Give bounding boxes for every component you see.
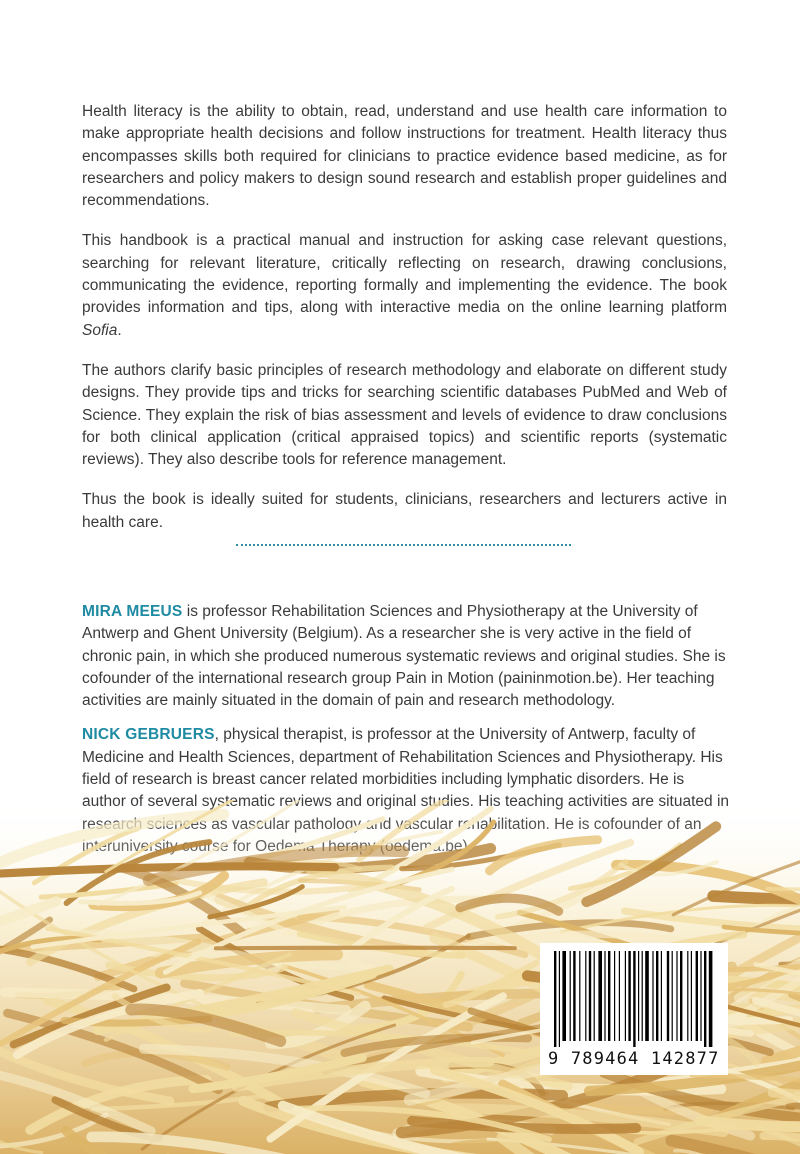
author-name-1: MIRA MEEUS xyxy=(82,603,183,620)
blurb-paragraph-2 xyxy=(82,230,727,341)
blurb-paragraph-1: Health literacy is the ability to obtain, read, understand and use health care information to make appropriate health decisions and follow instructions for treatment. Health literacy thus encompasses skills both required for clinicians to practice evidence based medicine, as for researchers and policy makers to design sound research and establish proper guidelines and recommendations. xyxy=(82,103,727,210)
blurb-paragraph-3: The authors clarify basic principles of research methodology and elaborate on different study designs. They provide tips and tricks for searching scientific databases PubMed and Web of Science. They explain the risk of bias assessment and levels of evidence to draw conclusions for both clinical application (critical appraised topics) and scientific reports (systematic reviews). They also describe tools for reference management. xyxy=(82,361,727,469)
blurb-paragraph-2-text: This handbook is a practical manual and instruction for asking case relevant questions, searching for relevant literature, critically reflecting on research, drawing conclusions, communicating the evidence, reporting formally and implementing the evidence. The book provides information and tips, along with interactive media on the online learning platform xyxy=(82,232,727,317)
dotted-divider xyxy=(236,544,571,546)
author-bio-text-2: , physical therapist, is professor at the University of Antwerp, faculty of Medicine and Health Sciences, department of Rehabilitation Sciences and Physiotherapy. His field of research is breast cancer related morbidities including lymphatic disorders. He is xyxy=(82,726,723,789)
blurb-paragraph-4: Thus the book is ideally suited for students, clinicians, researchers and lecturers active in health care. xyxy=(82,491,727,531)
blurb xyxy=(82,101,727,552)
author-name-2: NICK GEBRUERS xyxy=(82,726,215,744)
author-bio-text-1: is professor Rehabilitation Sciences and Physiotherapy at the University of Antwerp and Ghent University (Belgium). As a researcher she is very active in the field of chronic pain, in which she produced numerous systematic reviews and original studies. She is cofounder of the international research group Pain in Motion (paininmotion.be). Her teaching activities are mainly situated in the domain of pain and research methodology. xyxy=(82,603,726,710)
barcode-bars xyxy=(550,951,718,1047)
isbn-number: 9 789464 142877 xyxy=(548,1049,720,1069)
author-bio-1 xyxy=(82,601,732,712)
barcode xyxy=(540,943,728,1075)
blurb-paragraph-2-end: . xyxy=(117,321,122,339)
platform-name: Sofia xyxy=(82,321,118,339)
